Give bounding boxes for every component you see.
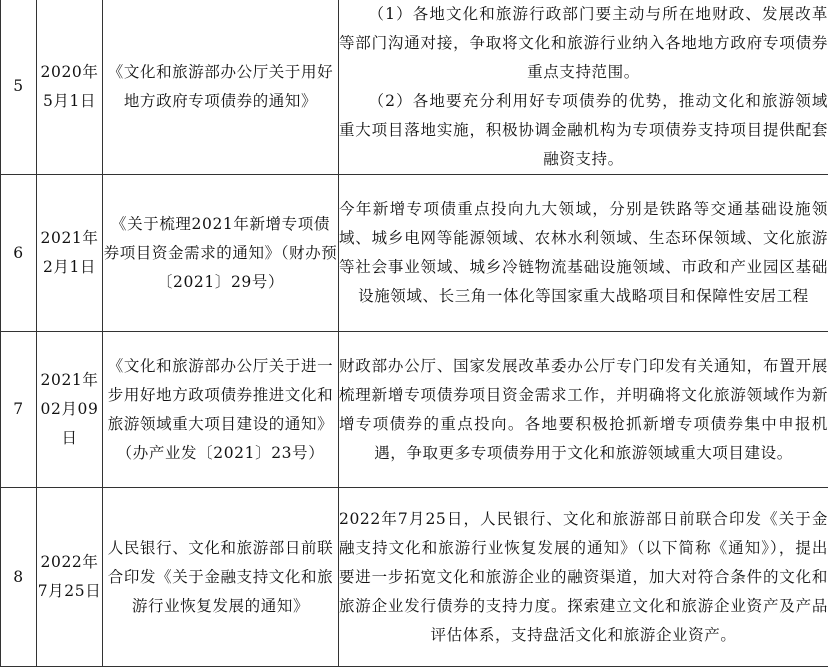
document-title: 人民银行、文化和旅游部日前联合印发《关于金融支持文化和旅游行业恢复发展的通知》	[103, 488, 339, 667]
row-number: 5	[1, 0, 37, 175]
document-title: 《文化和旅游部办公厅关于进一步用好地方政项债券推进文化和旅游领域重大项目建设的通知》（办产业发〔2021〕23号）	[103, 332, 339, 488]
row-number: 6	[1, 175, 37, 332]
table-row	[1, 332, 828, 488]
document-title: 《文化和旅游部办公厅关于用好地方政府专项债券的通知》	[103, 0, 339, 175]
issue-date: 2021年02月09日	[37, 332, 103, 488]
table-row	[1, 175, 828, 332]
content-paragraph: 财政部办公厅、国家发展改革委办公厅专门印发有关通知，布置开展梳理新增专项债券项目资金需求工作，并明确将文化旅游领域作为新增专项债券的重点投向。各地要积极抢抓新增专项债券集中申报机遇，争取更多专项债券用于文化和旅游领域重大项目建设。	[339, 352, 828, 468]
policy-content	[339, 332, 828, 488]
content-paragraph: 2022年7月25日，人民银行、文化和旅游部日前联合印发《关于金融支持文化和旅游行业恢复发展的通知》（以下简称《通知》），提出要进一步拓宽文化和旅游企业的融资渠道，加大对符合条件的文化和旅游企业发行债券的支持力度。探索建立文化和旅游企业资产及产品评估体系，支持盘活文化和旅游企业资产。	[339, 505, 828, 650]
content-paragraph: （1）各地文化和旅游行政部门要主动与所在地财政、发展改革等部门沟通对接，争取将文化和旅游行业纳入各地地方政府专项债券重点支持范围。	[339, 0, 828, 87]
row-number: 7	[1, 332, 37, 488]
issue-date: 2021年2月1日	[37, 175, 103, 332]
document-title: 《关于梳理2021年新增专项债券项目资金需求的通知》（财办预〔2021〕29号）	[103, 175, 339, 332]
content-paragraph: （2）各地要充分利用好专项债券的优势，推动文化和旅游领域重大项目落地实施，积极协调金融机构为专项债券支持项目提供配套融资支持。	[339, 87, 828, 174]
policy-content	[339, 488, 828, 667]
issue-date: 2022年7月25日	[37, 488, 103, 667]
issue-date: 2020年5月1日	[37, 0, 103, 175]
content-paragraph: 今年新增专项债重点投向九大领域，分别是铁路等交通基础设施领域、城乡电网等能源领域、农林水利领域、生态环保领域、文化旅游等社会事业领域、城乡冷链物流基础设施领域、市政和产业园区基础设施领域、长三角一体化等国家重大战略项目和保障性安居工程	[339, 195, 828, 311]
table-row	[1, 488, 828, 667]
policy-content	[339, 0, 828, 175]
table-row	[1, 0, 828, 175]
row-number: 8	[1, 488, 37, 667]
policy-content	[339, 175, 828, 332]
